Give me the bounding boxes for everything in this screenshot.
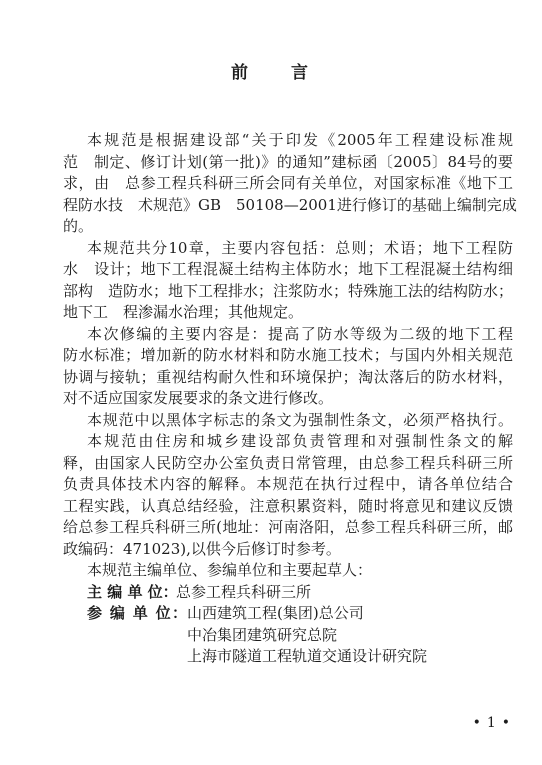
text-line: 本规范由住房和城乡建设部负责管理和对强制性条文的解 (87, 432, 513, 450)
text-line: 政编码：471023),以供今后修订时参考。 (63, 539, 341, 558)
drafters-intro: 本规范主编单位、参编单位和主要起草人： (87, 561, 373, 579)
text-line: 部构 造防水；地下工程排水；注浆防水；特殊施工法的结构防水； (63, 281, 514, 300)
paragraph-basis (63, 130, 517, 238)
text-line: 本次修编的主要内容是：提高了防水等级为二级的地下工程 (87, 324, 513, 343)
page-number: •1• (472, 715, 516, 731)
text-line: 地下工 程渗漏水治理；其他规定。 (63, 303, 304, 321)
text-line: 给总参工程兵科研三所(地址：河南洛阳，总参工程兵科研三所，邮 (63, 518, 513, 536)
text-line: 程防水技 术规范》GB 50108—2001进行修订的基础上编制完成 (63, 195, 517, 214)
chief-editor-label: 主 编 单 位： (87, 582, 178, 601)
text-line: 本规范中以黑体字标志的条文为强制性条文，必须严格执行。 (87, 410, 513, 429)
text-line: 求，由 总参工程兵科研三所会同有关单位，对国家标准《地下工 (63, 174, 513, 192)
text-line: 协调与接轨；重视结构耐久性和环境保护；淘汰落后的防水材料， (63, 367, 513, 386)
text-line: 的。 (63, 217, 94, 235)
page-title: 前 言 (231, 63, 311, 83)
text-line: 释，由国家人民防空办公室负责日常管理，由总参工程兵科研三所 (63, 453, 513, 472)
participating-unit-row (63, 625, 513, 647)
text-line: 对不适应国家发展要求的条文进行修改。 (63, 389, 334, 407)
paragraph-contents (63, 238, 513, 324)
paragraph-mandatory (63, 410, 513, 432)
chief-editor-unit: 总参工程兵科研三所 (176, 582, 312, 601)
text-line: 本规范是根据建设部“关于印发《2005年工程建设标准规 (87, 131, 513, 149)
participating-unit: 上海市隧道工程轨道交通设计研究院 (187, 647, 428, 665)
drafters-section (63, 560, 513, 668)
text-line: 防水标准；增加新的防水材料和防水施工技术；与国内外相关规范 (63, 346, 513, 364)
participating-unit: 中冶集团建筑研究总院 (187, 625, 338, 644)
text-line: 水 设计；地下工程混凝土结构主体防水；地下工程混凝土结构细 (63, 260, 513, 278)
paragraph-revisions (63, 324, 513, 410)
text-line: 工程实践，认真总结经验，注意积累资料，随时将意见和建议反馈 (63, 496, 513, 515)
paragraph-administration (63, 431, 513, 560)
chief-editor-row (63, 582, 513, 604)
participating-unit-row (63, 646, 513, 668)
preface-body (63, 130, 517, 668)
participating-unit: 山西建筑工程(集团)总公司 (187, 604, 364, 622)
text-line: 范 制定、修订计划(第一批)》的通知”建标函〔2005〕84号的要 (63, 152, 513, 171)
participating-row (63, 603, 513, 625)
text-line: 负责具体技术内容的解释。本规范在执行过程中，请各单位结合 (63, 475, 513, 493)
participating-label: 参 编 单 位： (87, 604, 187, 622)
text-line: 本规范共分10章，主要内容包括：总则；术语；地下工程防 (87, 238, 513, 257)
